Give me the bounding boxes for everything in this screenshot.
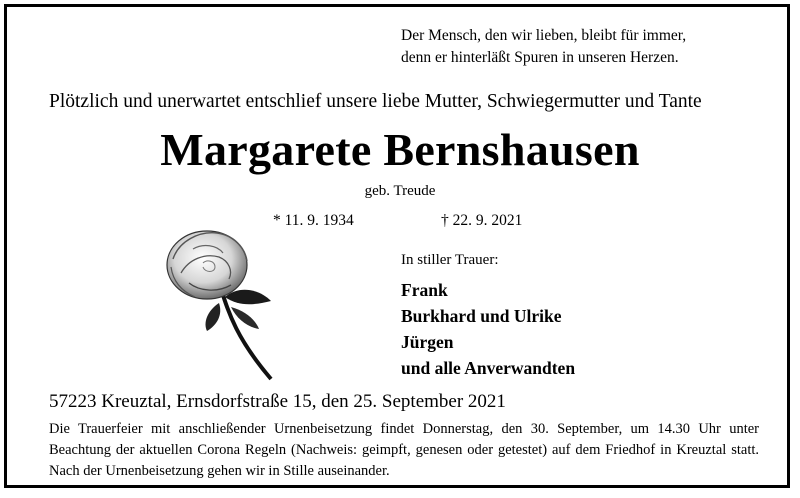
quote-line-2: denn er hinterläßt Spuren in unseren Herzen.: [401, 49, 679, 66]
mourners-list: [401, 277, 575, 381]
mourning-label: In stiller Trauer:: [401, 252, 499, 268]
mourner-name: Frank: [401, 280, 448, 300]
mourner-name: Burkhard und Ulrike: [401, 306, 562, 326]
birth-date: * 11. 9. 1934: [273, 212, 354, 229]
quote-line-1: Der Mensch, den wir lieben, bleibt für immer,: [401, 27, 687, 44]
rose-icon: [159, 219, 279, 389]
address-line: 57223 Kreuztal, Ernsdorfstraße 15, den 25. September 2021: [49, 391, 506, 412]
service-details: Die Trauerfeier mit anschließender Urnenbeisetzung findet Donnerstag, den 30. September, um 14.30 Uhr unter Beachtung der aktuellen Corona Regeln (Nachweis: geimpft, genesen oder getestet) auf dem Friedhof in Kreuztal statt. Nach der Urnenbeisetzung gehen wir in Stille auseinander.: [49, 421, 759, 479]
mourner-name: Jürgen: [401, 332, 454, 352]
obituary-notice: [4, 4, 790, 488]
memorial-quote: [401, 25, 686, 69]
maiden-name: geb. Treude: [364, 183, 436, 199]
deceased-name: Margarete Bernshausen: [160, 124, 640, 175]
intro-text: Plötzlich und unerwartet entschlief unsere liebe Mutter, Schwiegermutter und Tante: [49, 91, 702, 112]
death-date: † 22. 9. 2021: [441, 212, 523, 229]
mourner-name: und alle Anverwandten: [401, 358, 576, 378]
